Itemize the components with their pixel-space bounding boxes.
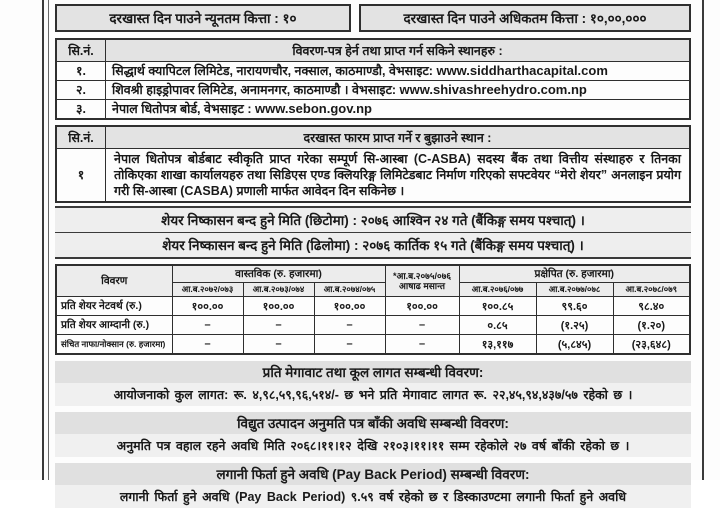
fin-value: १३,११७	[459, 335, 536, 355]
sn-header: सि.नं.	[56, 39, 106, 62]
fin-midyear-line2: आषाढ मसान्त	[399, 281, 446, 291]
fin-value: (५,८४५)	[536, 335, 613, 355]
fin-row-eps	[56, 316, 690, 335]
fin-value: ९८.४०	[613, 297, 690, 316]
fin-value: –	[314, 316, 385, 335]
place-description: नेपाल धितोपत्र बोर्ड, वेभसाइट :	[112, 102, 255, 116]
fin-value: –	[172, 316, 243, 335]
fin-row-accumulated	[56, 335, 690, 355]
issue-close-late: शेयर निष्कासन बन्द हुने मिति (ढिलोमा) : २०७६ कार्तिक १५ गते (बैंकिङ्ग समय पश्चात्) ।	[55, 232, 691, 257]
fin-midyear-header	[385, 265, 459, 297]
section-payback	[55, 463, 691, 508]
fin-desc-header: विवरण	[56, 265, 172, 297]
row-sn: १.	[56, 62, 106, 81]
fin-value: –	[385, 335, 459, 355]
fin-value: ९९.६०	[536, 297, 613, 316]
fin-value: –	[243, 335, 314, 355]
fin-value: –	[243, 316, 314, 335]
place-website-url: www.sebon.gov.np	[254, 101, 372, 116]
fin-value: १००.८५	[459, 297, 536, 316]
fin-value: १००.००	[314, 297, 385, 316]
table-row	[56, 149, 690, 203]
table-header-row	[56, 126, 690, 149]
min-quantity-box: दरखास्त दिन पाउने न्यूनतम कित्ता : १०	[55, 4, 351, 32]
place-description: शिवश्री हाइड्रोपावर लिमिटेड, अनामनगर, काठमाण्डौ । वेभसाइट:	[112, 83, 400, 97]
section-body: अनुमति पत्र वहाल रहने अवधि मिति २०६८।११।१२ देखि २१०३।११।११ सम्म रहेकोले २७ वर्ष बाँकी रहेको छ ।	[55, 434, 691, 457]
place-website-url: www.siddharthacapital.com	[436, 63, 608, 78]
fiscal-year-header: आ.ब.२०७२/०७३	[172, 283, 243, 297]
section-heading: विद्युत उत्पादन अनुमति पत्र बाँकी अवधि सम्बन्धी विवरण:	[55, 412, 691, 434]
section-cost	[55, 361, 691, 406]
fiscal-year-header: आ.ब.२०७४/०७५	[314, 283, 385, 297]
row-text	[106, 62, 691, 81]
fin-value: –	[172, 335, 243, 355]
row-sn: १	[56, 149, 106, 203]
casba-instructions: नेपाल धितोपत्र बोर्डबाट स्वीकृति प्राप्त गरेका सम्पूर्ण सि-आस्बा (C-ASBA) सदस्य बैंक तथा वित्तीय संस्थाहरु र तिनका तोकिएका शाखा कार्यालयहरु तथा सिडिएस एण्ड क्लियरिङ्ग लिमिटेडबाट निर्माण गरिएको सफ्टवेयर “मेरो शेयर” अनलाइन प्रयोग गरी सि-आस्बा (CASBA) प्रणाली मार्फत आवेदन दिन सकिनेछ ।	[106, 149, 691, 203]
section-body: लगानी फिर्ता हुने अवधि (Pay Back Period) ९.५९ वर्ष रहेको छ र डिस्काउण्टमा लगानी फिर्ता हुने अवधि	[55, 485, 691, 508]
fin-row-label: प्रति शेयर नेटवर्थ (रु.)	[56, 297, 172, 316]
fiscal-year-header: आ.ब.२०७३/०७४	[243, 283, 314, 297]
page-content	[55, 4, 691, 508]
prospectus-places-table	[55, 38, 691, 120]
fiscal-year-header: आ.ब.२०७७/०७८	[536, 283, 613, 297]
page-border-right	[702, 0, 704, 480]
fin-midyear-line1: *आ.ब.२०७५/०७६	[392, 271, 452, 281]
fin-value: (१.२०)	[613, 316, 690, 335]
place-website-url: www.shivashreehydro.com.np	[399, 82, 587, 97]
application-limits-row	[55, 4, 691, 32]
section-license	[55, 412, 691, 457]
fin-value: –	[314, 335, 385, 355]
fin-header-row-1	[56, 265, 690, 283]
table-row	[56, 62, 690, 81]
table-header-row	[56, 39, 690, 62]
row-text	[106, 100, 691, 120]
fin-actual-group-header: वास्तविक (रु. हजारमा)	[172, 265, 385, 283]
issue-close-dates	[55, 206, 691, 259]
section-heading: प्रति मेगावाट तथा कूल लागत सम्बन्धी विवरण:	[55, 361, 691, 383]
row-sn: २.	[56, 81, 106, 100]
section-heading: लगानी फिर्ता हुने अवधि (Pay Back Period) सम्बन्धी विवरण:	[55, 463, 691, 485]
places-table-title: विवरण-पत्र हेर्न तथा प्राप्त गर्न सकिने स्थानहरु :	[106, 39, 691, 62]
fin-value: (२३,६४८)	[613, 335, 690, 355]
sn-header: सि.नं.	[56, 126, 106, 149]
table-row	[56, 100, 690, 120]
fin-value: १००.००	[243, 297, 314, 316]
fin-row-networth	[56, 297, 690, 316]
row-sn: ३.	[56, 100, 106, 120]
page-border-left	[42, 0, 49, 480]
fin-value: १००.००	[172, 297, 243, 316]
fin-value: १००.००	[385, 297, 459, 316]
max-quantity-box: दरखास्त दिन पाउने अधिकतम कित्ता : १०,००,०००	[359, 4, 691, 32]
fiscal-year-header: आ.ब.२०७८/०७९	[613, 283, 690, 297]
fiscal-year-header: आ.ब.२०७६/०७७	[459, 283, 536, 297]
place-description: सिद्धार्थ क्यापिटल लिमिटेड, नारायणचौर, नक्साल, काठमाण्डौ, वेभसाइट:	[112, 64, 437, 78]
financial-indicators-table	[55, 264, 691, 355]
fin-value: (१.२५)	[536, 316, 613, 335]
fin-projected-group-header: प्रक्षेपित (रु. हजारमा)	[459, 265, 690, 283]
fin-value: ०.८५	[459, 316, 536, 335]
row-text	[106, 81, 691, 100]
fin-value: –	[385, 316, 459, 335]
section-body: आयोजनाको कुल लागत: रू. ४,९८,५९,९६,५१४/- छ भने प्रति मेगावाट लागत रू. २२,४५,९४,४३७/५७ रहेको छ ।	[55, 383, 691, 406]
issue-close-early: शेयर निष्कासन बन्द हुने मिति (छिटोमा) : २०७६ आश्विन २४ गते (बैंकिङ्ग समय पश्चात्) ।	[55, 208, 691, 232]
apply-table-title: दरखास्त फारम प्राप्त गर्ने र बुझाउने स्थान :	[106, 126, 691, 149]
table-row	[56, 81, 690, 100]
application-form-table	[55, 125, 691, 203]
fin-row-label: संचित नाफा/नोक्सान (रु. हजारमा)	[56, 335, 172, 355]
fin-row-label: प्रति शेयर आम्दानी (रु.)	[56, 316, 172, 335]
